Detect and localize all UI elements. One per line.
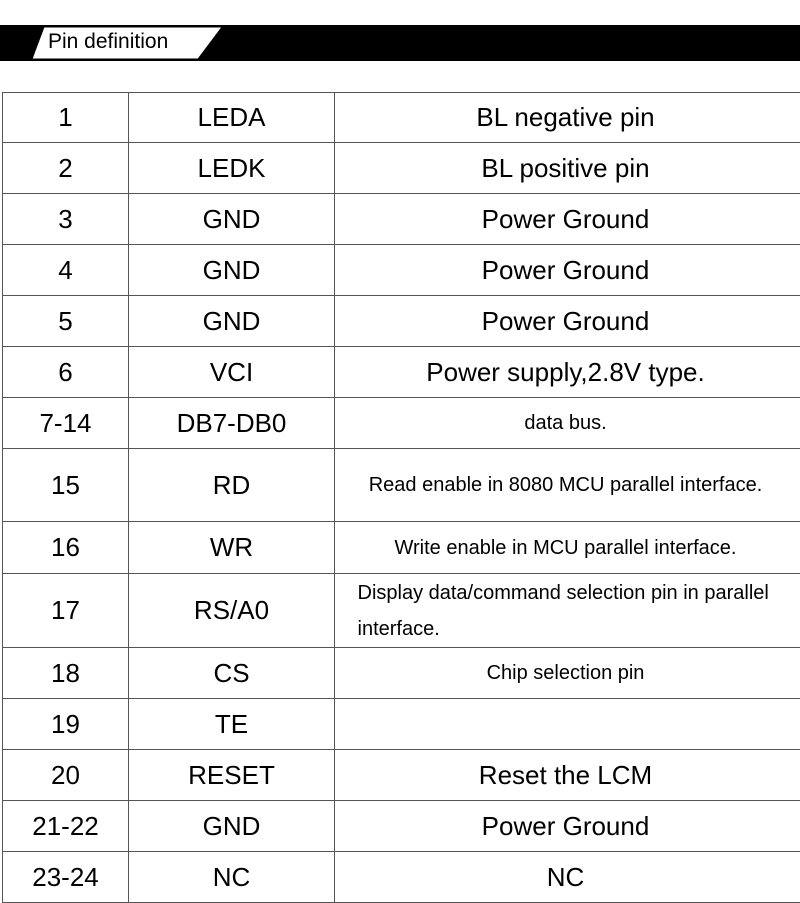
pin-symbol: RS/A0 xyxy=(129,574,335,648)
pin-symbol: WR xyxy=(129,522,335,574)
pin-symbol: GND xyxy=(129,194,335,245)
pin-symbol: GND xyxy=(129,296,335,347)
pin-symbol: LEDA xyxy=(129,93,335,143)
table-row xyxy=(3,699,800,750)
pin-description: data bus. xyxy=(335,398,800,449)
pin-number: 19 xyxy=(3,699,129,750)
table-row xyxy=(3,750,800,801)
table-row xyxy=(3,347,800,398)
table-row xyxy=(3,449,800,522)
pin-description: Power Ground xyxy=(335,296,800,347)
pin-number: 23-24 xyxy=(3,852,129,903)
table-row xyxy=(3,801,800,852)
table-row xyxy=(3,398,800,449)
pin-description: Power Ground xyxy=(335,245,800,296)
table-row xyxy=(3,245,800,296)
pin-number: 17 xyxy=(3,574,129,648)
table-row xyxy=(3,194,800,245)
pin-description: Power supply,2.8V type. xyxy=(335,347,800,398)
pin-number: 16 xyxy=(3,522,129,574)
pin-symbol: RESET xyxy=(129,750,335,801)
pin-number: 18 xyxy=(3,648,129,699)
pin-number: 7-14 xyxy=(3,398,129,449)
pin-number: 4 xyxy=(3,245,129,296)
pin-number: 2 xyxy=(3,143,129,194)
pin-description: BL positive pin xyxy=(335,143,800,194)
pin-description: Chip selection pin xyxy=(335,648,800,699)
pin-symbol: TE xyxy=(129,699,335,750)
pin-number: 5 xyxy=(3,296,129,347)
pin-symbol: NC xyxy=(129,852,335,903)
table-row xyxy=(3,143,800,194)
pin-symbol: VCI xyxy=(129,347,335,398)
table-row xyxy=(3,522,800,574)
pin-number: 21-22 xyxy=(3,801,129,852)
pin-description: Write enable in MCU parallel interface. xyxy=(335,522,800,574)
pin-number: 3 xyxy=(3,194,129,245)
pin-number: 6 xyxy=(3,347,129,398)
pin-description: Power Ground xyxy=(335,194,800,245)
table-row xyxy=(3,574,800,648)
pin-description: BL negative pin xyxy=(335,93,800,143)
section-header xyxy=(0,25,800,61)
table-row xyxy=(3,852,800,903)
pin-description: Power Ground xyxy=(335,801,800,852)
pin-symbol: CS xyxy=(129,648,335,699)
pin-definition-table xyxy=(2,92,800,903)
pin-number: 15 xyxy=(3,449,129,522)
pin-symbol: GND xyxy=(129,245,335,296)
table-row xyxy=(3,93,800,143)
pin-symbol: RD xyxy=(129,449,335,522)
pin-description: NC xyxy=(335,852,800,903)
pin-description: Reset the LCM xyxy=(335,750,800,801)
table-row xyxy=(3,296,800,347)
pin-number: 1 xyxy=(3,93,129,143)
table-row xyxy=(3,648,800,699)
pin-description xyxy=(335,699,800,750)
pin-description: Read enable in 8080 MCU parallel interface. xyxy=(335,449,800,522)
section-title: Pin definition xyxy=(48,30,169,53)
pin-symbol: LEDK xyxy=(129,143,335,194)
pin-symbol: DB7-DB0 xyxy=(129,398,335,449)
pin-description: Display data/command selection pin in parallel interface. xyxy=(335,574,800,648)
pin-symbol: GND xyxy=(129,801,335,852)
pin-number: 20 xyxy=(3,750,129,801)
